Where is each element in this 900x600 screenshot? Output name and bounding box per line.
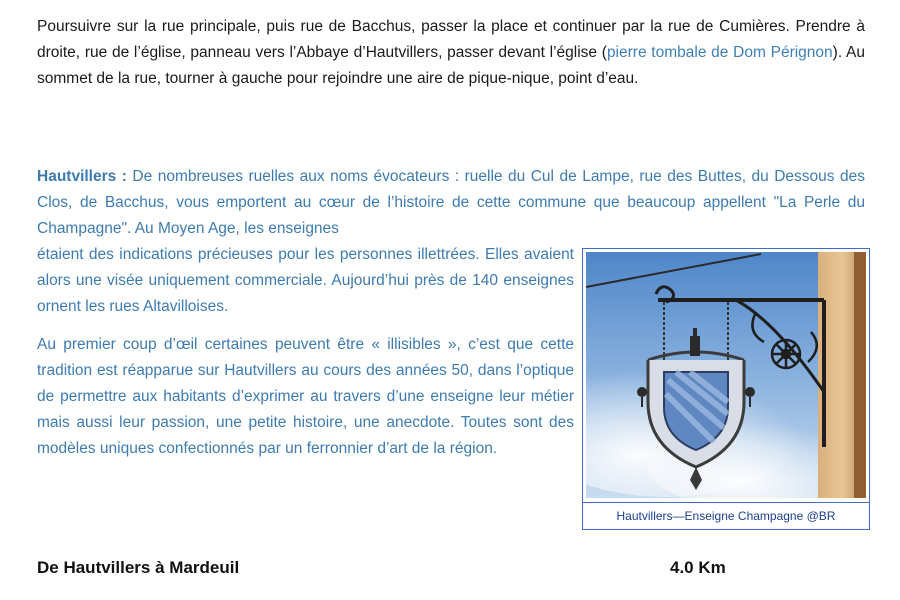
sign-photo-illustration <box>586 252 866 498</box>
hautvillers-heading: Hautvillers : <box>37 168 127 185</box>
text-column <box>37 242 574 462</box>
hautvillers-column-paragraph-2: Au premier coup d’œil certaines peuvent être « illisibles », c’est que cette tradition est réapparue sur Hautvillers au cours des années 50, dans l’optique de permettre aux habitants d’exprimer au travers d’une enseigne leur métier mais aussi leur passion, une petite histoire, une anecdote. Toutes sont des modèles uniques confectionnés par un ferronnier d’art de la région. <box>37 336 574 457</box>
hautvillers-section <box>37 164 865 523</box>
intro-text-after: ). Au sommet de la rue, tourner à gauche pour rejoindre une aire de pique-nique, point d’eau. <box>37 44 865 87</box>
route-section-heading <box>37 558 865 578</box>
intro-paragraph <box>37 14 865 92</box>
figure-caption: Hautvillers—Enseigne Champagne @BR <box>583 502 869 529</box>
wrought-iron-sign-photo <box>586 252 866 498</box>
hautvillers-column-paragraph-1: étaient des indications précieuses pour les personnes illettrées. Elles avaient alors une visée uniquement commerciale. Aujourd’hui près de 140 enseignes ornent les rues Altavilloises. <box>37 246 574 315</box>
intro-text-before: Poursuivre sur la rue principale, puis rue de Bacchus, passer la place et continuer par la rue de Cumières. Prendre à droite, rue de l’église, panneau vers l’Abbaye d’Hautvillers, passer devant l’église ( <box>37 18 865 61</box>
document-page <box>37 14 865 577</box>
route-title: De Hautvillers à Mardeuil <box>37 558 240 577</box>
enseigne-figure <box>582 248 870 530</box>
route-distance: 4.0 Km <box>670 558 726 577</box>
hautvillers-intro-paragraph <box>37 164 865 242</box>
pierre-tombale-link[interactable]: pierre tombale de Dom Pérignon <box>606 44 833 61</box>
hautvillers-full-width-text: De nombreuses ruelles aux noms évocateurs : ruelle du Cul de Lampe, rue des Buttes, du Dessous des Clos, de Bacchus, vous emportent au cœur de l’histoire de cette commune que beaucoup appellent "La Perle du Champagne". Au Moyen Age, les enseignes <box>37 168 865 237</box>
